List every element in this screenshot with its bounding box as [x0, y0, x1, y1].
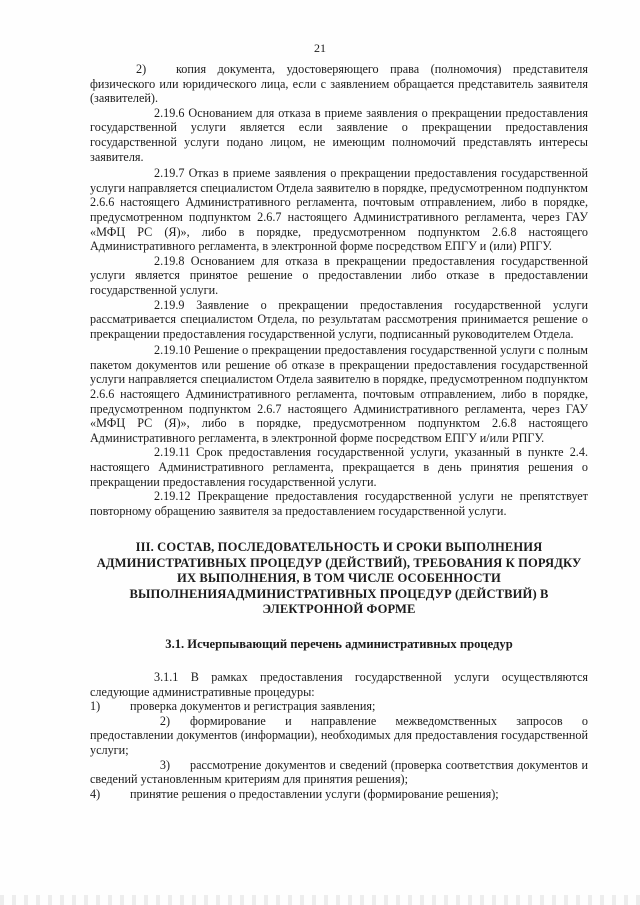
- scan-edge-artifact: [0, 895, 640, 905]
- procedure-number: 1): [90, 699, 101, 714]
- procedure-number: 4): [90, 786, 101, 801]
- page-number: 21: [314, 41, 326, 55]
- paragraph-3-1-1: 3.1.1 В рамках предоставления государственной услуги осуществляются следующие административные процедуры:: [90, 670, 588, 699]
- procedure-item: [90, 699, 588, 714]
- procedure-item: [90, 787, 588, 802]
- paragraph-2-19-6: 2.19.6 Основанием для отказа в приеме заявления о прекращении предоставления государственной услуги является если заявление о прекращении предоставления государственной услуги подано лицом, не имеющим полномочий представлять интересы заявителя.: [90, 105, 588, 164]
- paragraph-2-19-8: 2.19.8 Основанием для отказа в прекращении предоставления государственной услуги является принятое решение о предоставлении либо отказе в предоставлении государственной услуги.: [90, 253, 588, 297]
- paragraph-2-19-12: 2.19.12 Прекращение предоставления государственной услуги не препятствует повторному обращению заявителя за предоставлением государственной услуги.: [90, 489, 588, 518]
- paragraph-2-19-11: 2.19.11 Срок предоставления государственной услуги, указанный в пункте 2.4. настоящего Административного регламента, прекращается в день принятия решения о прекращении предоставления государственной услуги.: [90, 445, 588, 489]
- procedure-text: рассмотрение документов и сведений (проверка соответствия документов и сведений установленным критериям для принятия решения);: [90, 757, 588, 787]
- procedure-text: принятие решения о предоставлении услуги (формирование решения);: [130, 786, 499, 801]
- subsection-title: 3.1. Исчерпывающий перечень административных процедур: [165, 637, 513, 652]
- section-title: III. СОСТАВ, ПОСЛЕДОВАТЕЛЬНОСТЬ И СРОКИ ВЫПОЛНЕНИЯ АДМИНИСТРАТИВНЫХ ПРОЦЕДУР (ДЕЙСТВИЙ), ТРЕБОВАНИЯ К ПОРЯДКУ ИХ ВЫПОЛНЕНИЯ, В ТОМ ЧИСЛЕ ОСОБЕННОСТИ ВЫПОЛНЕНИЯАДМИНИСТРАТИВНЫХ ПРОЦЕДУР (ДЕЙСТВИЙ) В ЭЛЕКТРОННОЙ ФОРМЕ: [96, 540, 582, 617]
- procedure-item: [90, 758, 588, 787]
- procedure-item: [90, 714, 588, 758]
- paragraph-2-19-7: 2.19.7 Отказ в приеме заявления о прекращении предоставления государственной услуги направляется специалистом Отдела заявителю в порядке, предусмотренном подпунктом 2.6.6 настоящего Административного регламента, почтовым отправлением, либо в порядке, предусмотренном подпунктом 2.6.7 настоящего Административного регламента, через ГАУ «МФЦ РС (Я)», либо в порядке, предусмотренном подпунктом 2.6.8 настоящего Административного регламента, в электронной форме посредством ЕПГУ и (или) РПГУ.: [90, 166, 588, 254]
- list-item-number: 2): [136, 62, 147, 76]
- procedure-list: [90, 699, 588, 801]
- procedure-number: 3): [159, 757, 170, 772]
- paragraph: копия документа, удостоверяющего права (полномочия) представителя физического или юридического лица, если с заявлением обращается представитель заявителя (заявителей).: [90, 62, 588, 106]
- procedure-text: проверка документов и регистрация заявления;: [130, 699, 376, 714]
- paragraph-2-19-10: 2.19.10 Решение о прекращении предоставления государственной услуги с полным пакетом документов или решение об отказе в прекращении предоставления государственной услуги направляется специалистом Отдела заявителю в порядке, предусмотренном подпунктом 2.6.6 настоящего Административного регламента, почтовым отправлением, либо в порядке, предусмотренном подпунктом 2.6.7 настоящего Административного регламента, через ГАУ «МФЦ РС (Я)», либо в порядке, предусмотренном подпунктом 2.6.8 настоящего Административного регламента, в электронной форме посредством ЕПГУ и/или РПГУ.: [90, 343, 588, 445]
- document-body: [90, 62, 588, 801]
- paragraph-2-19-9: 2.19.9 Заявление о прекращении предоставления государственной услуги рассматривается специалистом Отдела, по результатам рассмотрения принимается решение о прекращении предоставления государственной услуги, подписанный руководителем Отдела.: [90, 297, 588, 341]
- procedure-number: 2): [159, 713, 170, 728]
- procedure-text: формирование и направление межведомственных запросов о предоставлении документов (информации), необходимых для предоставления государственной услуги;: [90, 713, 588, 757]
